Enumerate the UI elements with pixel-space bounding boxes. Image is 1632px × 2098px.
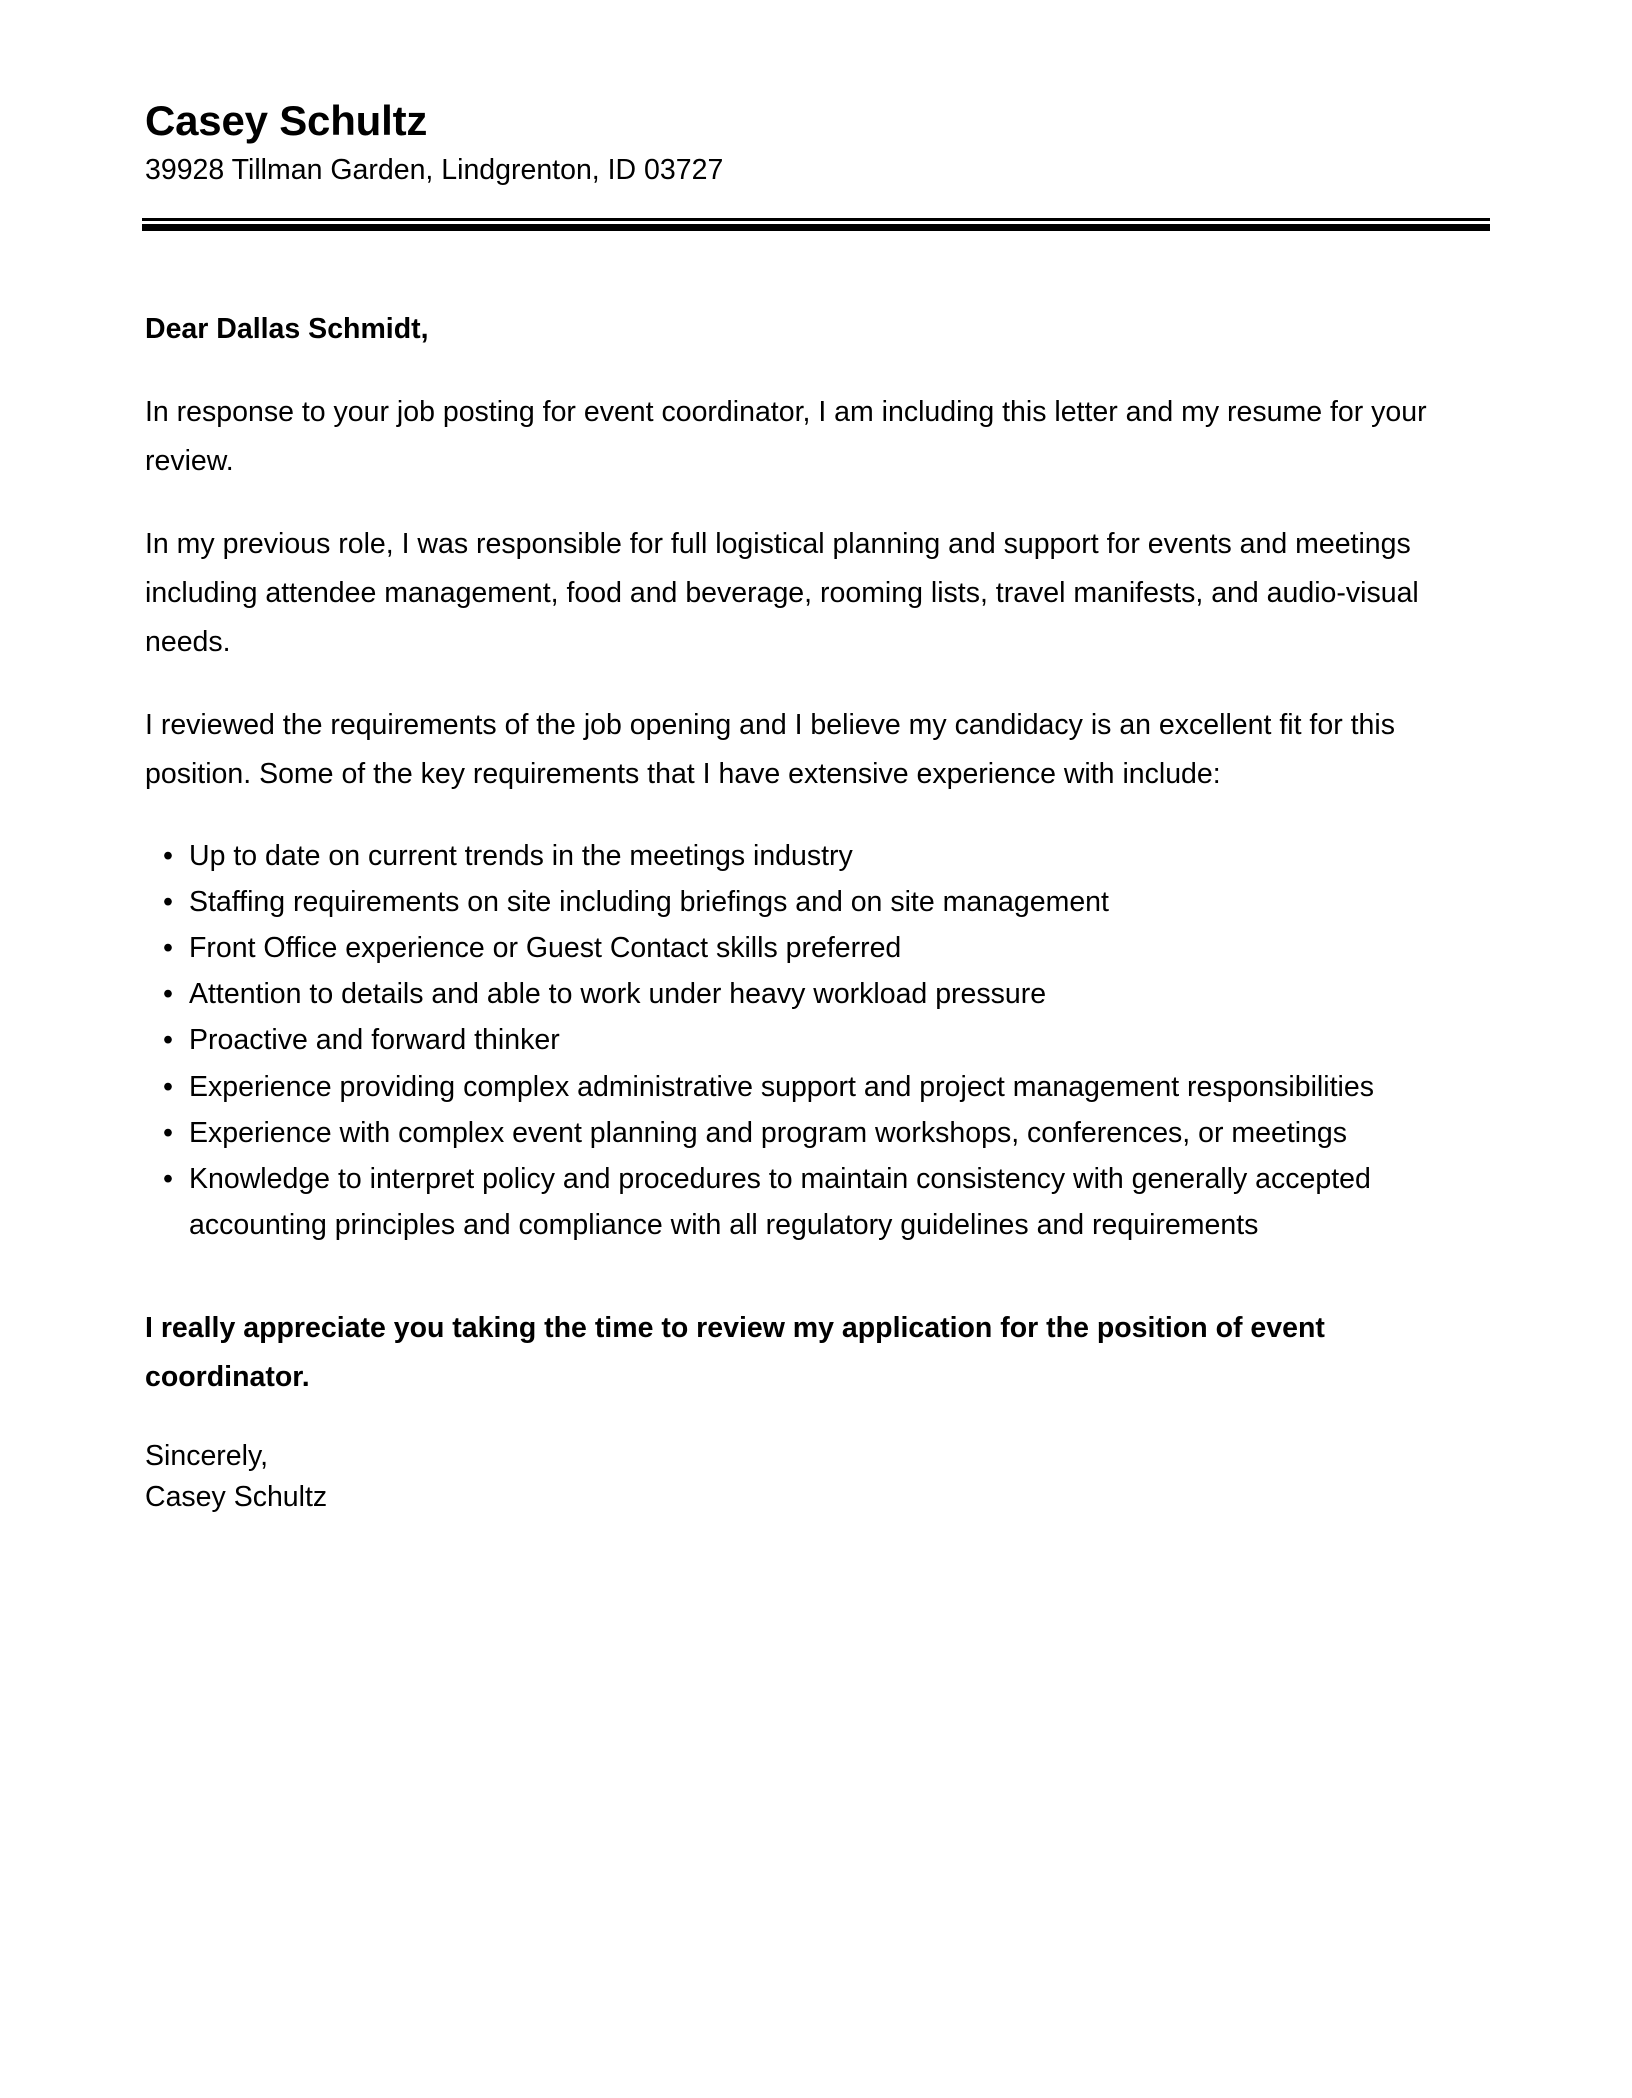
list-item [145, 833, 1490, 879]
list-item-label: Knowledge to interpret policy and procedures to maintain consistency with generally accepted accounting principles and compliance with all regulatory guidelines and requirements [189, 1162, 1371, 1241]
bullet-icon: • [163, 932, 173, 965]
list-item-label: Experience providing complex administrative support and project management responsibilities [189, 1070, 1374, 1103]
list-item-label: Staffing requirements on site including briefings and on site management [189, 885, 1109, 918]
list-item-label: Front Office experience or Guest Contact skills preferred [189, 932, 902, 965]
list-item-label: Experience with complex event planning and program workshops, conferences, or meetings [189, 1116, 1348, 1149]
list-item [145, 879, 1490, 925]
sign-off: Sincerely, [145, 1440, 269, 1473]
list-item [145, 1017, 1490, 1063]
letter-body [145, 231, 1490, 1519]
signature-block [145, 1436, 1490, 1519]
letter-content-column [145, 0, 1490, 1519]
list-item [145, 1110, 1490, 1156]
sender-address: 39928 Tillman Garden, Lindgrenton, ID 03727 [145, 153, 724, 186]
paragraph-requirements-lead-in: I reviewed the requirements of the job opening and I believe my candidacy is an excellent fit for this position. Some of the key requirements that I have extensive experience with include: [145, 708, 1395, 790]
list-item-label: Up to date on current trends in the meetings industry [189, 839, 853, 872]
list-item-label: Attention to details and able to work under heavy workload pressure [189, 978, 1047, 1011]
divider-thick-rule [142, 224, 1490, 231]
bullet-icon: • [163, 1024, 173, 1057]
list-item [145, 925, 1490, 971]
bullet-icon: • [163, 885, 173, 918]
closing-statement: I really appreciate you taking the time to review my application for the position of event coordinator. [145, 1312, 1325, 1394]
signature-name: Casey Schultz [145, 1481, 328, 1514]
paragraph-experience: In my previous role, I was responsible for full logistical planning and support for events and meetings including attendee management, food and beverage, rooming lists, travel manifests, and audio-visual needs. [145, 527, 1419, 658]
letterhead-divider [142, 189, 1490, 231]
sender-name: Casey Schultz [145, 97, 428, 144]
salutation: Dear Dallas Schmidt, [145, 312, 429, 345]
letterhead [145, 0, 1490, 189]
list-item [145, 971, 1490, 1017]
list-item [145, 1156, 1490, 1248]
bullet-icon: • [163, 1070, 173, 1103]
requirements-list [145, 833, 1490, 1248]
bullet-icon: • [163, 839, 173, 872]
bullet-icon: • [163, 978, 173, 1011]
list-item [145, 1064, 1490, 1110]
paragraph-intro: In response to your job posting for event coordinator, I am including this letter and my resume for your review. [145, 395, 1427, 477]
list-item-label: Proactive and forward thinker [189, 1024, 560, 1057]
bullet-icon: • [163, 1162, 173, 1195]
bullet-icon: • [163, 1116, 173, 1149]
